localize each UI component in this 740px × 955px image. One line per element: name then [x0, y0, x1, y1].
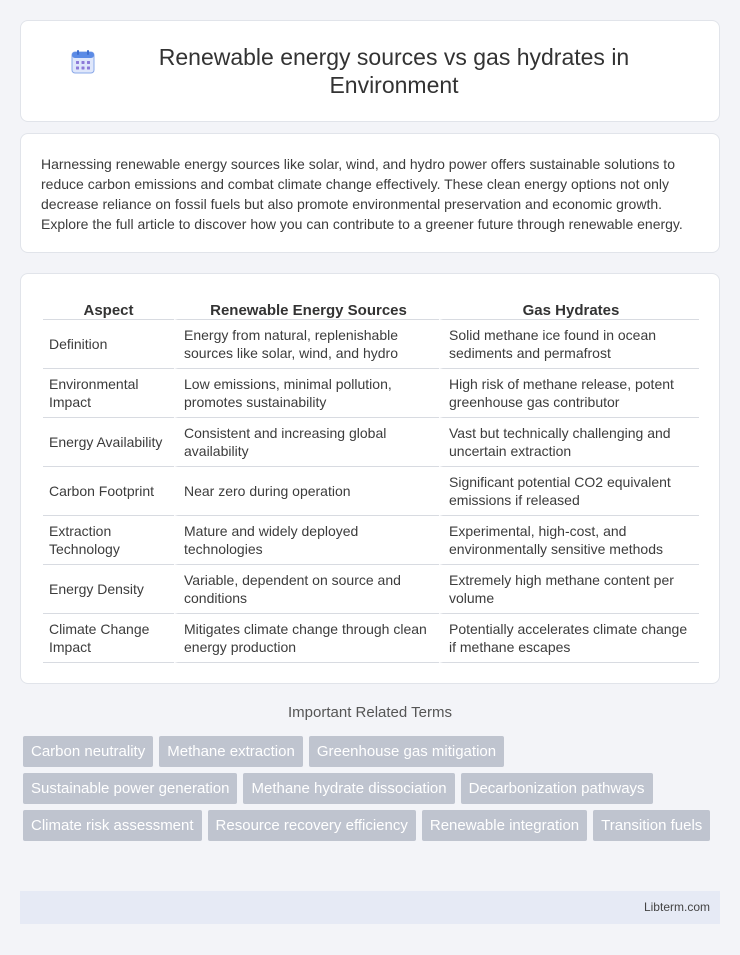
- tag-resource-recovery-efficiency[interactable]: Resource recovery efficiency: [208, 810, 416, 841]
- header-renewable: Renewable Energy Sources: [174, 296, 439, 320]
- table-row: [43, 418, 699, 467]
- tag-transition-fuels[interactable]: Transition fuels: [593, 810, 710, 841]
- footer: [20, 891, 720, 924]
- related-terms-list: [23, 736, 723, 847]
- tag-climate-risk-assessment[interactable]: Climate risk assessment: [23, 810, 202, 841]
- cell-renewable: Consistent and increasing global availability: [174, 418, 439, 467]
- table-row: [43, 614, 699, 663]
- table-header-row: [43, 296, 699, 320]
- cell-renewable: Low emissions, minimal pollution, promotes sustainability: [174, 369, 439, 418]
- table-row: [43, 320, 699, 369]
- cell-aspect: Energy Density: [43, 565, 174, 614]
- intro-paragraph: Harnessing renewable energy sources like solar, wind, and hydro power offers sustainable solutions to reduce carbon emissions and combat climate change effectively. These clean energy options not only decrease reliance on fossil fuels but also promote environmental preservation and economic growth. Explore the full article to discover how you can contribute to a greener future through renewable energy.: [41, 156, 683, 232]
- header-aspect: Aspect: [43, 296, 174, 320]
- tag-sustainable-power-generation[interactable]: Sustainable power generation: [23, 773, 237, 804]
- cell-gas-hydrates: Solid methane ice found in ocean sediments and permafrost: [439, 320, 699, 369]
- cell-gas-hydrates: High risk of methane release, potent greenhouse gas contributor: [439, 369, 699, 418]
- table-row: [43, 369, 699, 418]
- tag-decarbonization-pathways[interactable]: Decarbonization pathways: [461, 773, 653, 804]
- title-card: [20, 20, 720, 122]
- cell-aspect: Environmental Impact: [43, 369, 174, 418]
- tag-greenhouse-gas-mitigation[interactable]: Greenhouse gas mitigation: [309, 736, 504, 767]
- cell-gas-hydrates: Potentially accelerates climate change if methane escapes: [439, 614, 699, 663]
- cell-aspect: Energy Availability: [43, 418, 174, 467]
- cell-gas-hydrates: Significant potential CO2 equivalent emissions if released: [439, 467, 699, 516]
- related-terms-heading: Important Related Terms: [288, 704, 452, 721]
- page-title: Renewable energy sources vs gas hydrates in Environment: [158, 44, 630, 98]
- table-row: [43, 565, 699, 614]
- cell-gas-hydrates: Vast but technically challenging and uncertain extraction: [439, 418, 699, 467]
- cell-renewable: Mitigates climate change through clean energy production: [174, 614, 439, 663]
- tag-renewable-integration[interactable]: Renewable integration: [422, 810, 587, 841]
- cell-renewable: Energy from natural, replenishable sources like solar, wind, and hydro: [174, 320, 439, 369]
- intro-card: [20, 133, 720, 253]
- calendar-icon: [70, 49, 96, 75]
- cell-renewable: Mature and widely deployed technologies: [174, 516, 439, 565]
- cell-renewable: Variable, dependent on source and conditions: [174, 565, 439, 614]
- tag-methane-hydrate-dissociation[interactable]: Methane hydrate dissociation: [243, 773, 454, 804]
- footer-site-link[interactable]: Libterm.com: [643, 900, 710, 914]
- comparison-table: [43, 296, 699, 663]
- tag-carbon-neutrality[interactable]: Carbon neutrality: [23, 736, 153, 767]
- cell-aspect: Extraction Technology: [43, 516, 174, 565]
- tag-methane-extraction[interactable]: Methane extraction: [159, 736, 303, 767]
- cell-aspect: Climate Change Impact: [43, 614, 174, 663]
- comparison-table-card: [20, 273, 720, 684]
- header-gas-hydrates: Gas Hydrates: [439, 296, 699, 320]
- table-row: [43, 467, 699, 516]
- cell-aspect: Definition: [43, 320, 174, 369]
- cell-gas-hydrates: Experimental, high-cost, and environmentally sensitive methods: [439, 516, 699, 565]
- cell-aspect: Carbon Footprint: [43, 467, 174, 516]
- cell-gas-hydrates: Extremely high methane content per volume: [439, 565, 699, 614]
- cell-renewable: Near zero during operation: [174, 467, 439, 516]
- table-row: [43, 516, 699, 565]
